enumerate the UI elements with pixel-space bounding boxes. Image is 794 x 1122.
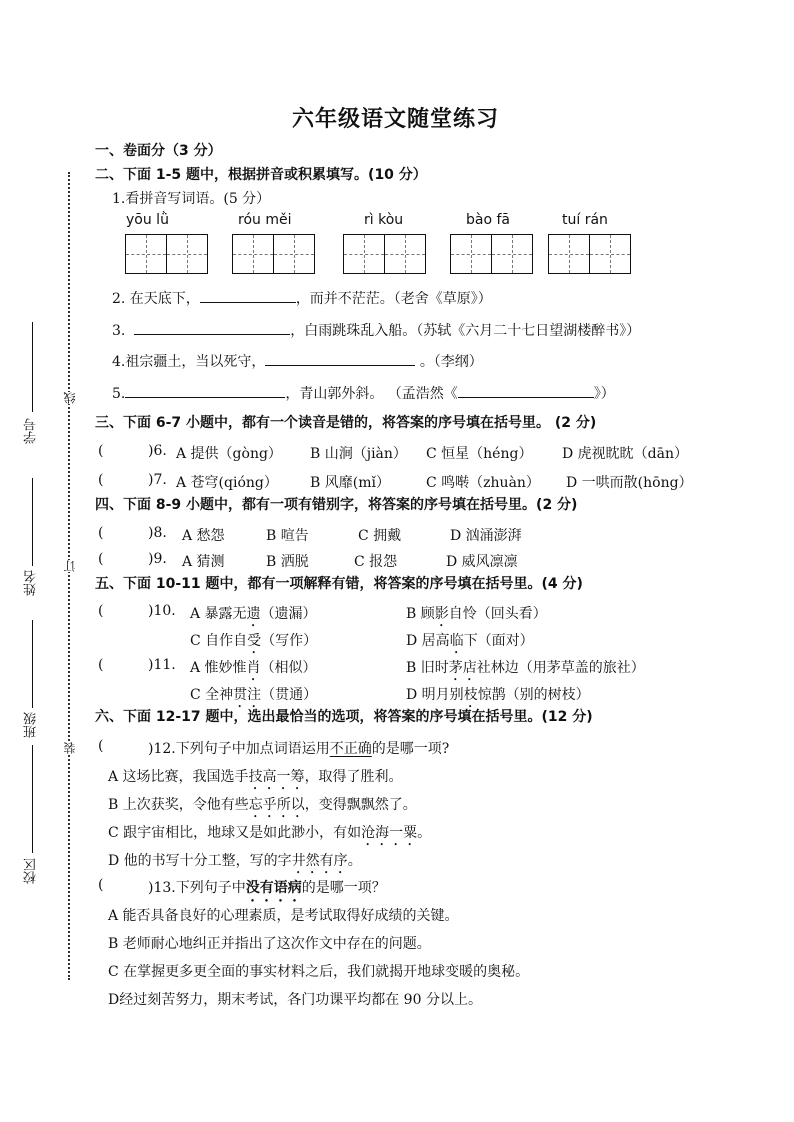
q8-option-d: D 汹涌澎湃 <box>450 528 522 544</box>
q1-prompt: 1.看拼音写词语。(5 分） <box>112 191 271 207</box>
q7-option-c: C 鸣啭（zhuàn） <box>426 475 540 491</box>
q2-line <box>112 288 492 308</box>
student-id-line <box>32 322 33 412</box>
writing-grid-2[interactable] <box>232 234 315 274</box>
q8-option-a: A 愁怨 <box>182 528 225 544</box>
q13-option-d: D经过刻苦努力，期末考试，各门功课平均都在 90 分以上。 <box>108 992 482 1008</box>
q9-option-d: D 威风凛凛 <box>446 554 518 570</box>
q10-option-d: D 居高临下（面对） <box>406 633 534 649</box>
binding-mark-zhuang: 装 <box>63 742 77 754</box>
name-line <box>32 478 33 566</box>
q7-paren[interactable]: ( <box>98 472 104 488</box>
q9-option-b: B 洒脱 <box>266 554 309 570</box>
q2-text-b: ，而并不茫茫。（老舍《草原》） <box>295 291 492 307</box>
pinyin-5: tuí rán <box>562 212 608 228</box>
q10-number: )10. <box>148 603 176 619</box>
q6-option-b: B 山涧（jiàn） <box>310 446 407 462</box>
section-3-heading: 三、下面 6-7 小题中，都有一个读音是错的，将答案的序号填在括号里。 (2 分) <box>95 415 597 431</box>
q13-stem-dotted: 没有语病 <box>245 880 302 896</box>
q9-option-a: A 猜测 <box>182 554 225 570</box>
q10-option-c: C 自作自受（写作） <box>190 633 318 649</box>
section-5-heading: 五、下面 10-11 题中，都有一项解释有错，将答案的序号填在括号里。(4 分) <box>95 576 583 592</box>
q9-paren[interactable]: ( <box>98 551 104 567</box>
q10-option-b: B 顾影自怜（回头看） <box>406 606 547 622</box>
q11-c-dotted: 贯注 <box>233 687 262 703</box>
q3-text-a: 3. <box>112 323 126 339</box>
q10-c-dotted: 受 <box>247 633 262 649</box>
q4-line <box>112 351 483 371</box>
q4-text-a: 4.祖宗疆土，当以死守， <box>112 354 266 370</box>
binding-mark-xian: 线 <box>63 392 77 404</box>
q11-option-d: D 明月别枝惊鹊（别的树枝） <box>406 687 590 703</box>
q9-number: )9. <box>148 551 167 567</box>
q11-b-dotted: 茅店 <box>448 660 477 676</box>
pinyin-3: rì kòu <box>364 212 404 228</box>
section-2-heading: 二、下面 1-5 题中，根据拼音或积累填写。(10 分） <box>95 167 427 183</box>
q8-option-c: C 拥戴 <box>358 528 402 544</box>
class-line <box>32 620 33 708</box>
q10-b-dotted: 影 <box>434 606 449 622</box>
writing-grid-3[interactable] <box>343 234 426 274</box>
writing-grid-1[interactable] <box>125 234 208 274</box>
q12-paren[interactable]: ( <box>98 738 104 754</box>
q5-text-c: 》） <box>593 386 615 402</box>
q8-option-b: B 喧告 <box>266 528 309 544</box>
section-4-heading: 四、下面 8-9 小题中，都有一项有错别字，将答案的序号填在括号里。(2 分) <box>95 497 578 513</box>
q7-option-d: D 一哄而散(hōng） <box>566 475 693 491</box>
student-id-label: 学号 <box>24 418 39 444</box>
q11-option-b: B 旧时茅店社林边（用茅草盖的旅社） <box>406 660 645 676</box>
q12-stem: )12.下列句子中加点词语运用不正确的是哪一项? <box>148 741 450 757</box>
writing-grid-5[interactable] <box>548 234 631 274</box>
q3-line <box>112 320 640 340</box>
class-label: 班级 <box>24 712 39 738</box>
q6-paren[interactable]: ( <box>98 443 104 459</box>
q13-option-a: A 能否具备良好的心理素质，是考试取得好成绩的关键。 <box>108 908 459 924</box>
q2-text-a: 2. 在天底下， <box>112 291 200 307</box>
q12-option-d: D 他的书写十分工整，写的字井然有序。 <box>108 853 362 869</box>
campus-line <box>32 745 33 853</box>
campus-label: 校区 <box>24 858 39 884</box>
q11-d-dotted: 枝 <box>463 687 478 703</box>
q5-text-a: 5. <box>112 386 126 402</box>
q6-option-a: A 提供（gòng） <box>176 446 282 462</box>
q4-text-b: 。（李纲） <box>419 354 483 370</box>
q2-blank[interactable] <box>200 288 296 303</box>
q12-stem-underlined: 不正确 <box>329 741 372 757</box>
q6-option-c: C 恒星（héng） <box>426 446 533 462</box>
binding-mark-ding: 订 <box>63 560 77 572</box>
q7-option-b: B 风靡(mǐ） <box>310 475 390 491</box>
q5-blank-2[interactable] <box>458 383 594 398</box>
q6-number: )6. <box>148 443 167 459</box>
page-title: 六年级语文随堂练习 <box>292 107 500 132</box>
q9-option-c: C 报怨 <box>354 554 398 570</box>
q12-option-c: C 跟宇宙相比，地球又是如此渺小，有如沧海一粟。 <box>108 825 432 841</box>
section-1-heading: 一、卷面分（3 分） <box>95 143 222 159</box>
section-6-heading: 六、下面 12-17 题中，选出最恰当的选项，将答案的序号填在括号里。(12 分) <box>95 709 593 725</box>
q3-text-b: ，白雨跳珠乱入船。（苏轼《六月二十七日望湖楼醉书》） <box>290 323 641 339</box>
q10-option-a: A 暴露无遗（遗漏） <box>190 606 317 622</box>
q10-d-dotted: 临 <box>449 633 464 649</box>
name-label: 姓名 <box>24 570 39 596</box>
q12-d-dotted: 井然有序 <box>291 853 348 869</box>
q8-paren[interactable]: ( <box>98 525 104 541</box>
q6-option-d: D 虎视眈眈（dān） <box>562 446 688 462</box>
q7-option-a: A 苍穹(qióng） <box>176 475 278 491</box>
q7-number: )7. <box>148 472 167 488</box>
q5-text-b: ，青山郭外斜。 （孟浩然《 <box>285 386 458 402</box>
q4-blank[interactable] <box>265 351 415 366</box>
q13-option-c: C 在掌握更多更全面的事实材料之后，我们就揭开地球变暖的奥秘。 <box>108 964 530 980</box>
binding-dotted-line <box>68 172 70 980</box>
q5-blank-1[interactable] <box>125 383 285 398</box>
pinyin-4: bào fā <box>466 212 510 228</box>
q8-number: )8. <box>148 525 167 541</box>
q10-a-dotted: 遗 <box>246 606 261 622</box>
q12-c-dotted: 沧海一粟 <box>361 825 418 841</box>
q12-b-dotted: 忘乎所以 <box>248 797 305 813</box>
q11-option-c: C 全神贯注（贯通） <box>190 687 318 703</box>
q13-paren[interactable]: ( <box>98 877 104 893</box>
q11-paren[interactable]: ( <box>98 657 104 673</box>
q12-a-dotted: 技高一筹 <box>248 769 305 785</box>
pinyin-1: yōu lǜ <box>126 212 169 228</box>
writing-grid-4[interactable] <box>450 234 533 274</box>
q11-option-a: A 惟妙惟肖（相似） <box>190 660 317 676</box>
q3-blank[interactable] <box>134 320 290 335</box>
q12-option-a: A 这场比赛，我国选手技高一筹，取得了胜利。 <box>108 769 403 785</box>
q12-option-b: B 上次获奖，令他有些忘乎所以，变得飘飘然了。 <box>108 797 417 813</box>
q11-number: )11. <box>148 657 176 673</box>
q10-paren[interactable]: ( <box>98 603 104 619</box>
q5-line <box>112 383 615 403</box>
pinyin-2: róu měi <box>238 212 292 228</box>
q13-stem: )13.下列句子中没有语病的是哪一项？ <box>148 880 386 896</box>
q11-a-dotted: 肖 <box>246 660 261 676</box>
q13-option-b: B 老师耐心地纠正并指出了这次作文中存在的问题。 <box>108 936 431 952</box>
